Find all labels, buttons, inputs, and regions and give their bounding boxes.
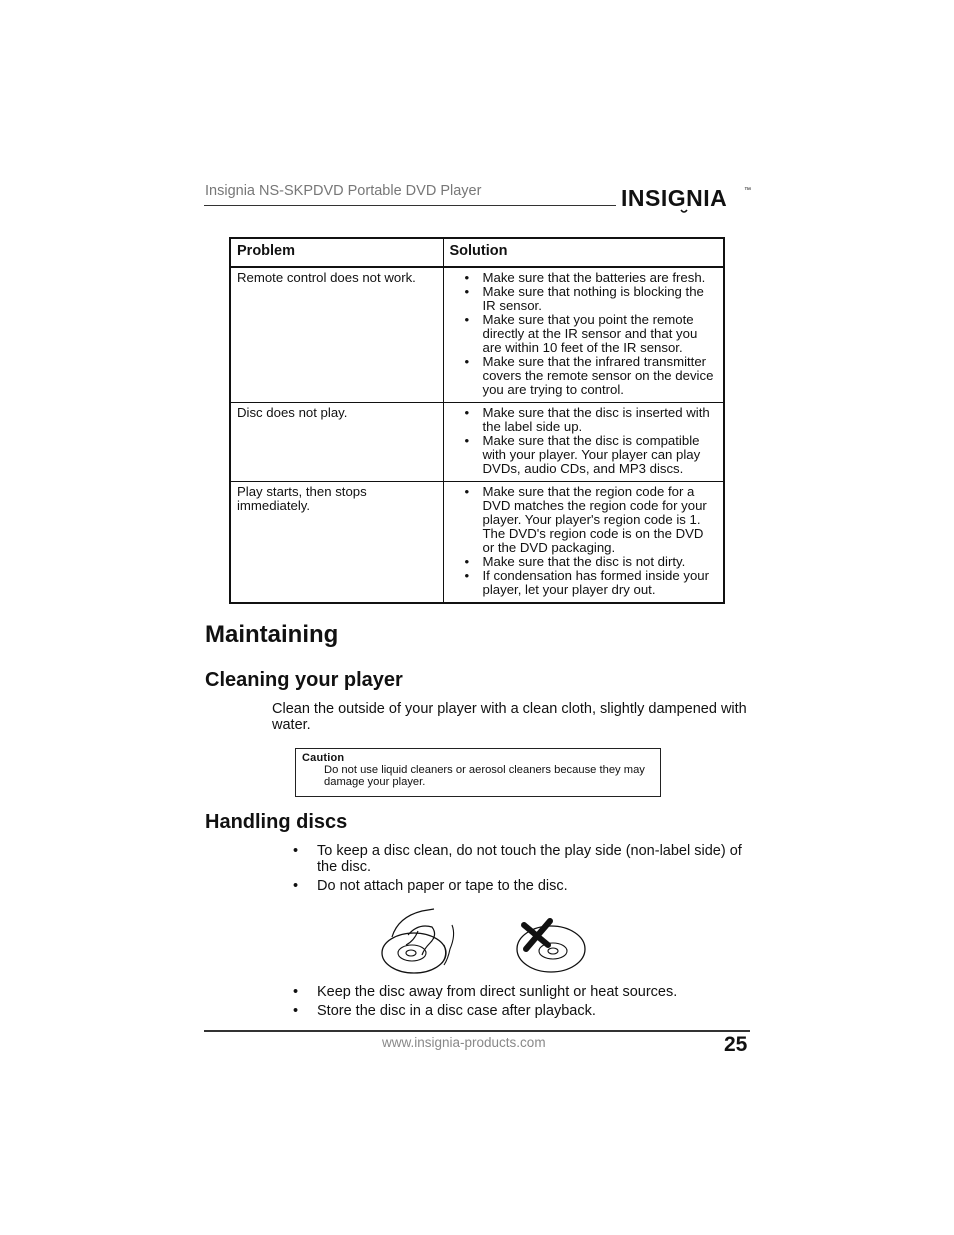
col-header-problem: Problem (230, 238, 443, 267)
insignia-logo (621, 182, 753, 214)
list-item: • Keep the disc away from direct sunlight or heat sources. (293, 984, 678, 1000)
table-header-row (230, 238, 724, 267)
problem-cell: Play starts, then stops immediately. (230, 482, 443, 604)
table-row (230, 403, 724, 482)
list-item: • Do not attach paper or tape to the disc. (293, 878, 568, 894)
header-divider (204, 205, 616, 206)
caution-box (295, 748, 661, 797)
hand-holding-disc-by-edge-icon (378, 905, 462, 977)
problem-cell: Disc does not play. (230, 403, 443, 482)
problem-cell: Remote control does not work. (230, 267, 443, 403)
solution-cell (443, 482, 724, 604)
list-item: • To keep a disc clean, do not touch the play side (non-label side) of the disc. (293, 843, 742, 875)
col-header-solution: Solution (443, 238, 724, 267)
list-item: • If condensation has formed inside your player, let your player dry out. (464, 568, 710, 597)
subheading-cleaning: Cleaning your player (205, 669, 403, 691)
list-item: • Make sure that nothing is blocking the IR sensor. (464, 284, 704, 313)
list-item: • Make sure that you point the remote directly at the IR sensor and that you are within 10 feet of the IR sensor. (464, 312, 698, 355)
section-heading-maintaining: Maintaining (205, 621, 339, 648)
list-item: • Store the disc in a disc case after playback. (293, 1003, 596, 1019)
list-item: • Make sure that the batteries are fresh. (464, 270, 706, 285)
table-row (230, 482, 724, 604)
solution-cell (443, 267, 724, 403)
solution-cell (443, 403, 724, 482)
handling-list-top (293, 843, 753, 897)
list-item: • Make sure that the infrared transmitter covers the remote sensor on the device you are trying to control. (464, 354, 714, 397)
caution-title: Caution (302, 752, 345, 764)
list-item: • Make sure that the disc is compatible with your player. Your player can play DVDs, audio CDs, and MP3 discs. (464, 433, 701, 476)
logo-trademark: ™ (744, 187, 751, 194)
list-item: • Make sure that the region code for a DVD matches the region code for your player. Your player's region code is 1. The DVD's region code is on the DVD or the DVD packaging. (464, 484, 707, 555)
list-item: • Make sure that the disc is not dirty. (464, 554, 686, 569)
handling-list-bottom (293, 984, 753, 1022)
page-number: 25 (724, 1033, 748, 1056)
table-row (230, 267, 724, 403)
cleaning-paragraph: Clean the outside of your player with a clean cloth, slightly dampened with water. (272, 701, 747, 733)
footer-divider (204, 1030, 750, 1032)
logo-wordmark: INSIGNIA (621, 185, 728, 211)
troubleshooting-table (229, 237, 725, 604)
footer-url: www.insignia-products.com (382, 1035, 546, 1050)
subheading-handling-discs: Handling discs (205, 811, 348, 833)
caution-text: Do not use liquid cleaners or aerosol cleaners because they may damage your player. (324, 764, 645, 788)
running-header-title: Insignia NS-SKPDVD Portable DVD Player (205, 183, 482, 199)
list-item: • Make sure that the disc is inserted with the label side up. (464, 405, 710, 434)
disc-crossed-out-icon (512, 915, 590, 977)
